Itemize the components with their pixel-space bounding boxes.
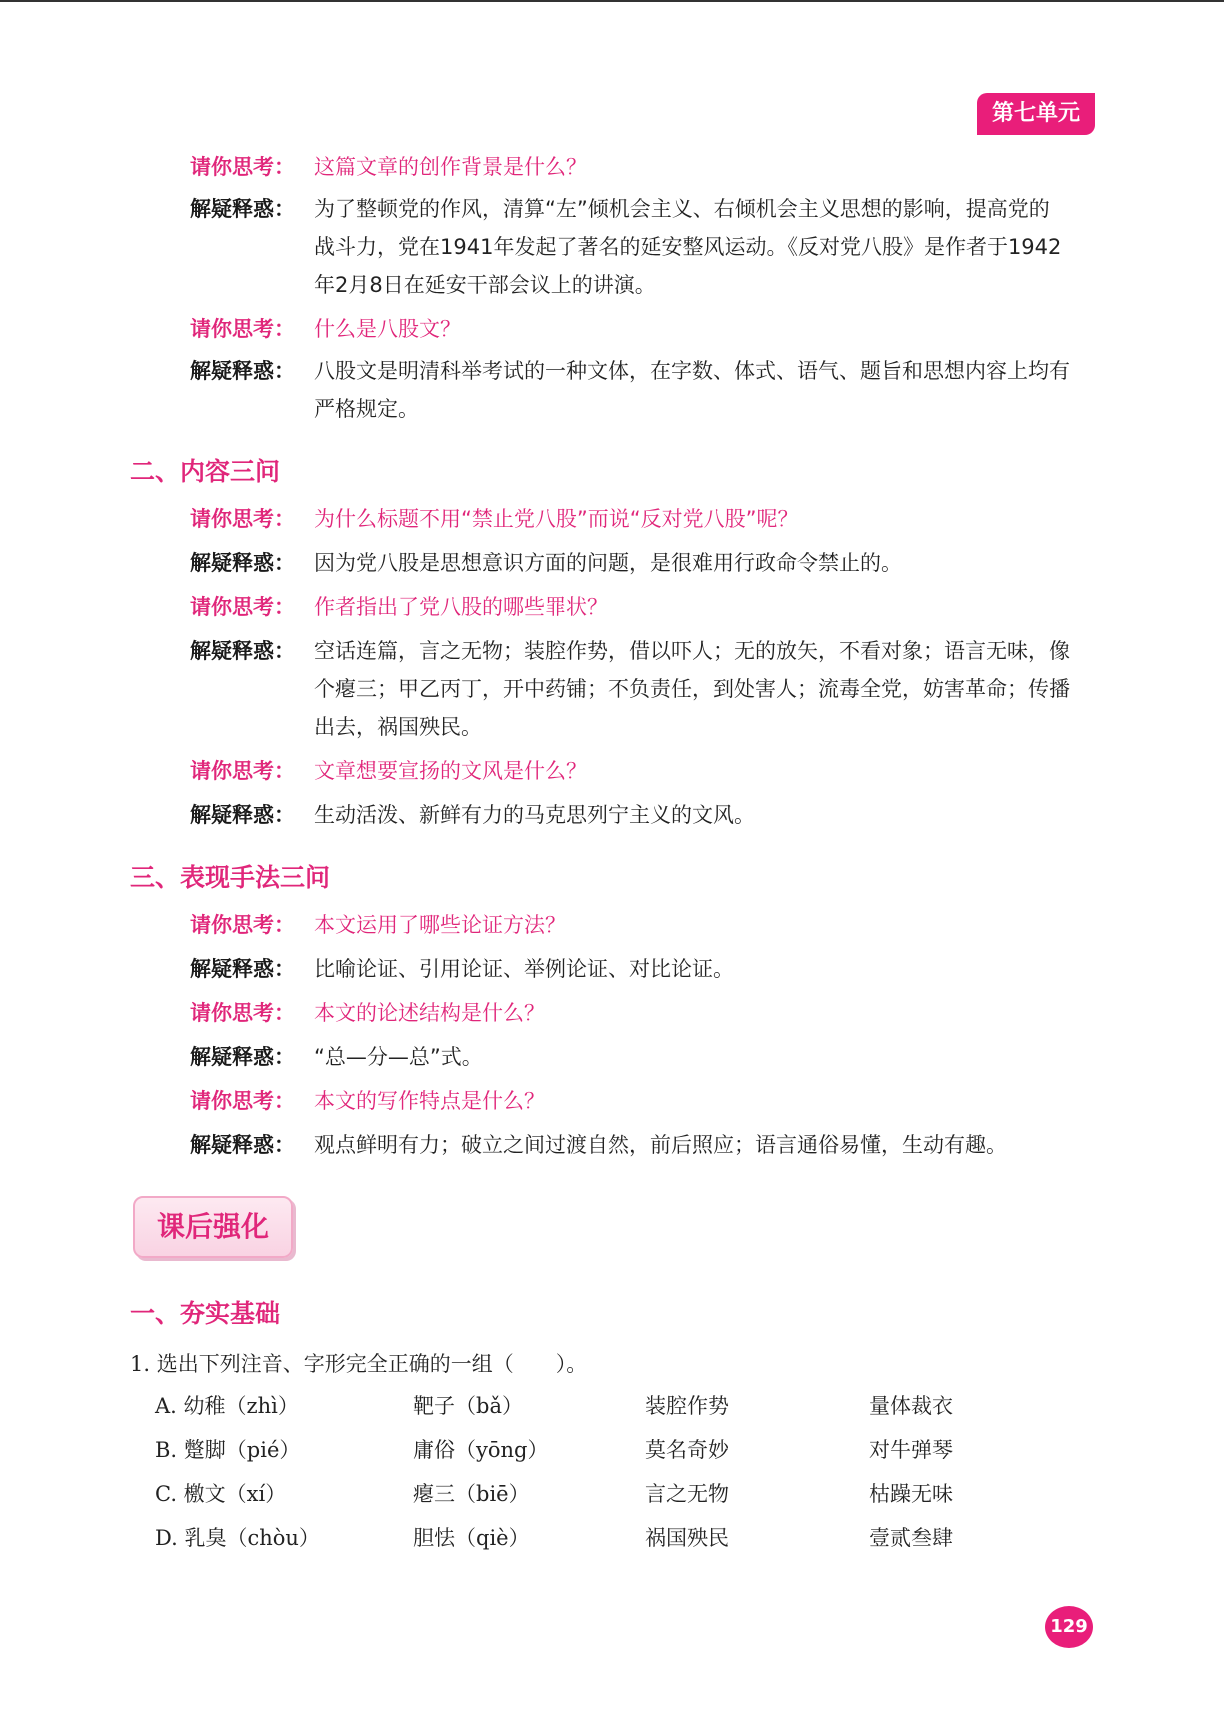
think-text: 作者指出了党八股的哪些罪状？ — [314, 595, 608, 619]
think-row — [190, 994, 1090, 1032]
think-text: 本文的论述结构是什么？ — [314, 1001, 545, 1025]
think-label: 请你思考： — [190, 595, 295, 619]
option-cell: 靶子（bǎ） — [413, 1394, 523, 1418]
answer-label: 解疑释惑： — [190, 639, 295, 663]
think-text: 本文的写作特点是什么？ — [314, 1089, 545, 1113]
think-text: 本文运用了哪些论证方法？ — [314, 913, 566, 937]
think-row — [190, 1082, 1090, 1120]
answer-label: 解疑释惑： — [190, 197, 295, 221]
option-cell: D. 乳臭（chòu） — [155, 1526, 320, 1550]
answer-label: 解疑释惑： — [190, 551, 295, 575]
think-row — [190, 588, 1090, 626]
option-cell: C. 檄文（xí） — [155, 1482, 287, 1506]
option-cell: 装腔作势 — [645, 1394, 729, 1418]
answer-text: 因为党八股是思想意识方面的问题，是很难用行政命令禁止的。 — [314, 551, 902, 575]
answer-label: 解疑释惑： — [190, 957, 295, 981]
answer-text: 空话连篇，言之无物；装腔作势，借以吓人；无的放矢，不看对象；语言无味，像个瘪三；甲乙丙丁，开中药铺；不负责任，到处害人；流毒全党，妨害革命；传播出去，祸国殃民。 — [314, 639, 1070, 739]
answer-row — [190, 950, 1090, 988]
option-cell: 壹贰叁肆 — [869, 1526, 953, 1550]
think-label: 请你思考： — [190, 317, 295, 341]
answer-text: 八股文是明清科举考试的一种文体，在字数、体式、语气、题旨和思想内容上均有严格规定。 — [314, 359, 1070, 421]
section-heading: 一、夯实基础 — [130, 1299, 281, 1328]
option-cell: 对牛弹琴 — [869, 1438, 953, 1462]
answer-row — [190, 1038, 1090, 1076]
option-cell: 祸国殃民 — [645, 1526, 729, 1550]
answer-text: “总—分—总”式。 — [314, 1045, 483, 1069]
after-class-badge: 课后强化 — [133, 1196, 293, 1258]
page-number: 129 — [1045, 1606, 1093, 1648]
answer-text: 生动活泼、新鲜有力的马克思列宁主义的文风。 — [314, 803, 755, 827]
top-rule — [0, 0, 1224, 2]
think-row — [190, 906, 1090, 944]
answer-row — [190, 632, 1090, 746]
think-label: 请你思考： — [190, 507, 295, 531]
answer-row — [190, 544, 1090, 582]
think-label: 请你思考： — [190, 1001, 295, 1025]
section-heading: 二、内容三问 — [130, 457, 281, 486]
think-text: 文章想要宣扬的文风是什么？ — [314, 759, 587, 783]
answer-row — [190, 796, 1090, 834]
unit-tab: 第七单元 — [977, 93, 1095, 135]
option-cell: 莫名奇妙 — [645, 1438, 729, 1462]
think-label: 请你思考： — [190, 1089, 295, 1113]
answer-text: 比喻论证、引用论证、举例论证、对比论证。 — [314, 957, 734, 981]
option-cell: B. 蹩脚（pié） — [155, 1438, 301, 1462]
think-label: 请你思考： — [190, 913, 295, 937]
option-cell: 言之无物 — [645, 1482, 729, 1506]
option-cell: 瘪三（biē） — [413, 1482, 530, 1506]
option-cell: A. 幼稚（zhì） — [155, 1394, 299, 1418]
think-row — [190, 148, 1090, 186]
answer-label: 解疑释惑： — [190, 1045, 295, 1069]
think-label: 请你思考： — [190, 155, 295, 179]
option-cell: 量体裁衣 — [869, 1394, 953, 1418]
think-text: 什么是八股文？ — [314, 317, 461, 341]
think-label: 请你思考： — [190, 759, 295, 783]
think-row — [190, 310, 1090, 348]
answer-text: 观点鲜明有力；破立之间过渡自然，前后照应；语言通俗易懂，生动有趣。 — [314, 1133, 1007, 1157]
think-row — [190, 500, 1090, 538]
answer-label: 解疑释惑： — [190, 1133, 295, 1157]
answer-row — [190, 190, 1090, 304]
answer-text: 为了整顿党的作风，清算“左”倾机会主义、右倾机会主义思想的影响，提高党的战斗力，党在1941年发起了著名的延安整风运动。《反对党八股》是作者于1942年2月8日在延安干部会议上的讲演。 — [314, 197, 1062, 297]
answer-label: 解疑释惑： — [190, 359, 295, 383]
answer-label: 解疑释惑： — [190, 803, 295, 827]
option-cell: 庸俗（yōng） — [413, 1438, 549, 1462]
think-row — [190, 752, 1090, 790]
think-text: 为什么标题不用“禁止党八股”而说“反对党八股”呢？ — [314, 507, 799, 531]
think-text: 这篇文章的创作背景是什么？ — [314, 155, 587, 179]
question-stem: 1. 选出下列注音、字形完全正确的一组（ ）。 — [130, 1352, 588, 1376]
option-cell: 枯躁无味 — [869, 1482, 953, 1506]
option-cell: 胆怯（qiè） — [413, 1526, 530, 1550]
section-heading: 三、表现手法三问 — [130, 863, 331, 892]
answer-row — [190, 1126, 1090, 1164]
answer-row — [190, 352, 1090, 428]
